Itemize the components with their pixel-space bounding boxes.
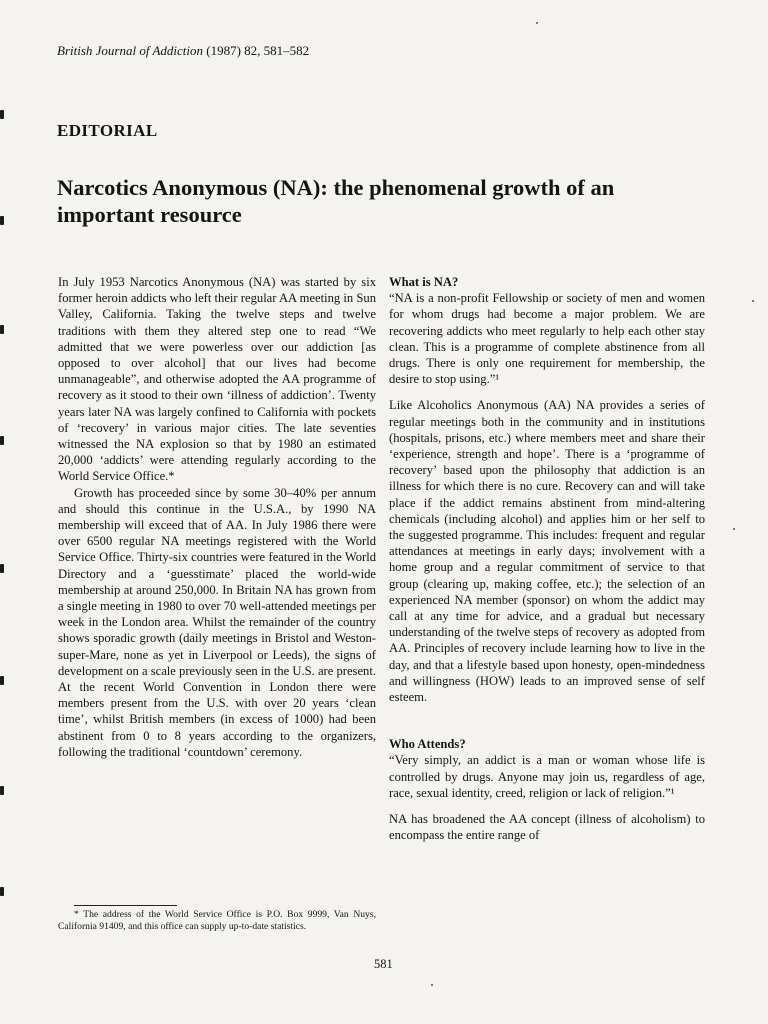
journal-name: British Journal of Addiction <box>57 43 204 58</box>
like-aa-paragraph: Like Alcoholics Anonymous (AA) NA provides a series of regular meetings both in the community and in institutions (hospitals, prisons, etc.) where members meet and share their ‘experience, strength and hope’. There is a ‘programme of recovery’ based upon the philosophy that addiction is an illness for which there is no cure. Recovery can and will take place if the addict remains abstinent from mind-altering chemicals (including alcohol) and applies him or her self to the suggested programme. This includes: frequent and regular attendances at meetings in early days; involvement with a home group and a regular commitment of service to that group (clearing up, making coffee, etc.); the selection of an experienced NA member (sponsor) on whom the addict may call at any time for advice, and a gradual but necessary understanding of the twelve steps of recovery as adopted from AA. Principles of recovery include learning how to live in the day, and that a lifestyle based upon honesty, open-mindedness and willingness (HOW) leads to an improved sense of self esteem. <box>389 398 705 705</box>
footnote-divider <box>74 905 177 906</box>
quote-what-is-na: “NA is a non-profit Fellowship or society of men and women for whom drugs had become a major problem. We are recovering addicts who meet regularly to help each other stay clean. This is a programme of complete abstinence from all drugs. There is only one requirement for membership, the desire to stop using.”¹ <box>389 291 705 387</box>
scan-speck <box>733 528 735 530</box>
spacer <box>389 705 705 736</box>
scan-speck <box>752 300 754 302</box>
section-heading-what-is-na: What is NA? <box>389 275 459 289</box>
scan-margin-mark <box>0 887 4 896</box>
section-label: EDITORIAL <box>57 121 158 140</box>
broadened-paragraph: NA has broadened the AA concept (illness of alcoholism) to encompass the entire range of <box>389 812 705 843</box>
quote-who-attends: “Very simply, an addict is a man or woman whose life is controlled by drugs. Anyone may join us, regardless of age, race, sexual identity, creed, religion or lack of religion.”¹ <box>389 753 705 800</box>
intro-paragraph: In July 1953 Narcotics Anonymous (NA) was started by six former heroin addicts who left their regular AA meeting in Sun Valley, California. Taking the twelve steps and twelve traditions with them they altered step one to read “We admitted that we were powerless over our addiction [as opposed to over alcohol] that our lives had become unmanageable”, and otherwise adopted the AA programme of recovery as it stood to their own ‘illness of addiction’. Twenty years later NA was largely confined to California with pockets of ‘recovery’ in various major cities. The late seventies witnessed the NA explosion so that by 1980 an estimated 20,000 ‘addicts’ were attending regularly according to the World Service Office.* <box>58 275 376 484</box>
left-column <box>58 274 376 760</box>
page-number: 581 <box>374 957 393 971</box>
scan-margin-mark <box>0 786 4 795</box>
article-title: Narcotics Anonymous (NA): the phenomenal growth of an important resource <box>57 175 615 227</box>
footnote <box>58 909 376 932</box>
scan-speck <box>536 22 538 24</box>
scan-margin-mark <box>0 436 4 445</box>
scan-margin-mark <box>0 676 4 685</box>
scan-margin-mark <box>0 325 4 334</box>
scan-margin-mark <box>0 564 4 573</box>
right-column <box>389 274 705 844</box>
scan-margin-mark <box>0 216 4 225</box>
journal-volume-pages: (1987) 82, 581–582 <box>203 43 310 58</box>
journal-citation <box>57 43 309 59</box>
section-heading-who-attends: Who Attends? <box>389 737 466 752</box>
growth-paragraph: Growth has proceeded since by some 30–40% per annum and should this continue in the U.S.A., by 1990 NA membership will exceed that of AA. In July 1986 there were over 6500 regular NA meetings registered with the World Service Office. Thirty-six countries were featured in the World Directory and a ‘guesstimate’ placed the world-wide membership at around 250,000. In Britain NA has grown from a single meeting in 1980 to over 70 well-attended meetings per week in the London area. Whilst the remainder of the country shows sporadic growth (daily meetings in Bristol and Weston-super-Mare, none as yet in Liverpool or Leeds), the signs of development on a scale previously seen in the U.S. are present. At the recent World Convention in London there were members present from the U.S. with over 20 years ‘clean time’, whilst British members (in excess of 1000) had been abstinent from 0 to 8 years according to the organizers, following the traditional ‘countdown’ ceremony. <box>58 485 376 759</box>
footnote-text: * The address of the World Service Office is P.O. Box 9999, Van Nuys, California 91409, and this office can supply up-to-date statistics. <box>58 909 376 932</box>
scan-margin-mark <box>0 110 4 119</box>
scan-speck <box>431 984 433 986</box>
spacer <box>389 387 705 397</box>
spacer <box>389 801 705 811</box>
